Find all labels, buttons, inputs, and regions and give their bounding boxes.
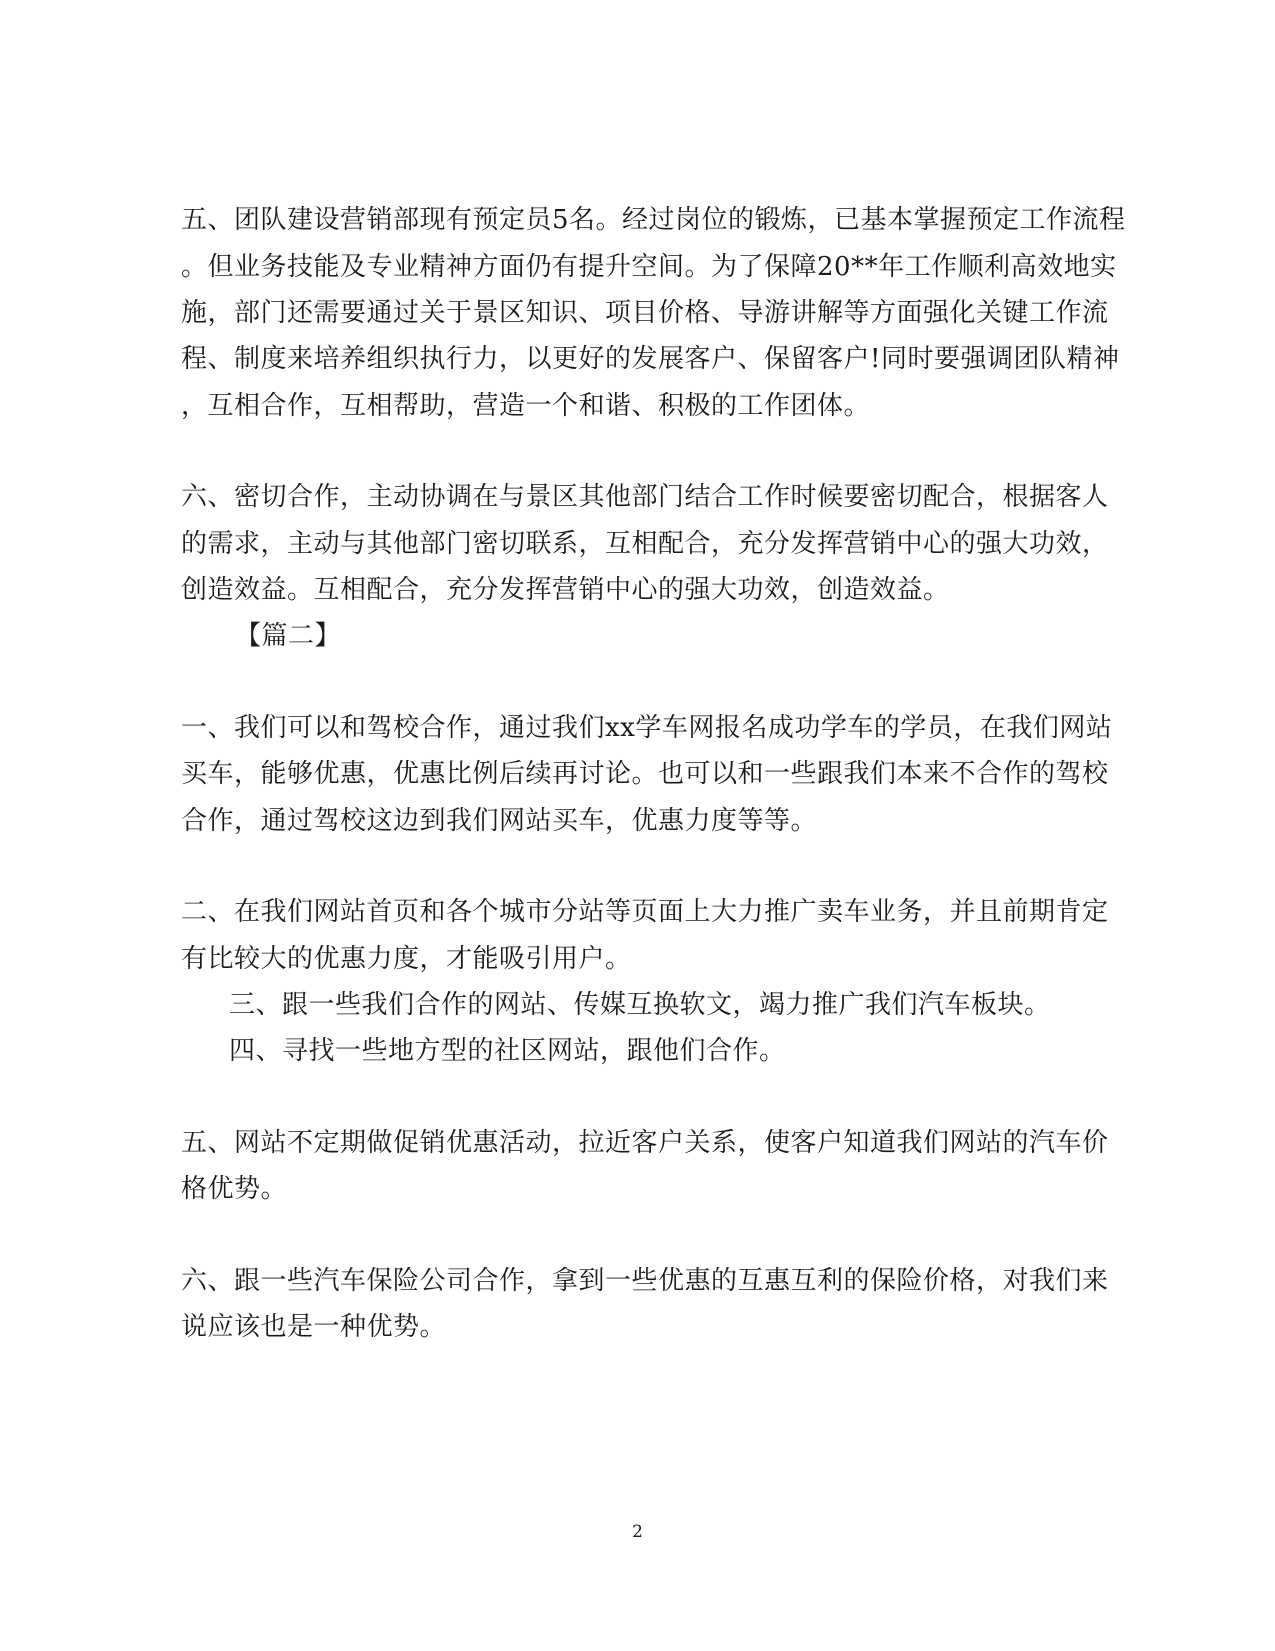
paragraph-line: 买车，能够优惠，优惠比例后续再讨论。也可以和一些跟我们本来不合作的驾校 bbox=[181, 759, 1109, 789]
paragraph-line: 合作，通过驾校这边到我们网站买车，优惠力度等等。 bbox=[181, 806, 818, 836]
paragraph-line: 程、制度来培养组织执行力，以更好的发展客户、保留客户!同时要强调团队精神 bbox=[181, 344, 1120, 374]
paragraph-line: 二、在我们网站首页和各个城市分站等页面上大力推广卖车业务，并且前期肯定 bbox=[181, 897, 1109, 927]
paragraph-line: 六、跟一些汽车保险公司合作，拿到一些优惠的互惠互利的保险价格，对我们来 bbox=[181, 1266, 1109, 1296]
section-heading: 【篇二】 bbox=[235, 621, 342, 651]
paragraph-line: 三、跟一些我们合作的网站、传媒互换软文，竭力推广我们汽车板块。 bbox=[229, 990, 1051, 1020]
paragraph-line: 创造效益。互相配合，充分发挥营销中心的强大功效，创造效益。 bbox=[181, 575, 950, 605]
paragraph-line: 说应该也是一种优势。 bbox=[181, 1312, 447, 1342]
paragraph-line: 一、我们可以和驾校合作，通过我们xx学车网报名成功学车的学员，在我们网站 bbox=[181, 713, 1113, 743]
paragraph-line: ，互相合作，互相帮助，营造一个和谐、积极的工作团体。 bbox=[181, 391, 871, 421]
paragraph-line: 有比较大的优惠力度，才能吸引用户。 bbox=[181, 944, 632, 974]
page-number: 2 bbox=[632, 1522, 643, 1542]
paragraph-line: 四、寻找一些地方型的社区网站，跟他们合作。 bbox=[229, 1036, 786, 1066]
paragraph-line: 五、团队建设营销部现有预定员5名。经过岗位的锻炼，已基本掌握预定工作流程 bbox=[181, 205, 1126, 235]
paragraph-line: 施，部门还需要通过关于景区知识、项目价格、导游讲解等方面强化关键工作流 bbox=[181, 298, 1109, 328]
paragraph-line: 格优势。 bbox=[181, 1174, 288, 1204]
paragraph-line: 六、密切合作，主动协调在与景区其他部门结合工作时候要密切配合，根据客人 bbox=[181, 482, 1109, 512]
paragraph-line: 的需求，主动与其他部门密切联系，互相配合，充分发挥营销中心的强大功效， bbox=[181, 529, 1109, 559]
paragraph-line: 五、网站不定期做促销优惠活动，拉近客户关系，使客户知道我们网站的汽车价 bbox=[181, 1128, 1109, 1158]
paragraph-line: 。但业务技能及专业精神方面仍有提升空间。为了保障20**年工作顺利高效地实 bbox=[181, 252, 1117, 282]
